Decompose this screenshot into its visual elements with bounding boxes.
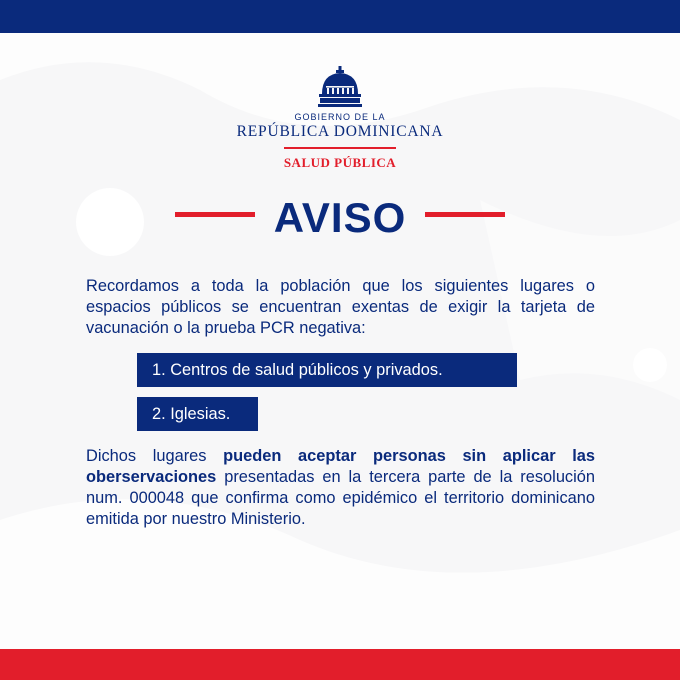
government-line-2: REPÚBLICA DOMINICANA [236, 123, 444, 140]
closing-text-start: Dichos lugares [86, 447, 224, 465]
government-line-1: GOBIERNO DE LA [294, 112, 386, 122]
bottom-banner [0, 649, 680, 680]
exempt-place-item: 1. Centros de salud públicos y privados. [137, 353, 517, 387]
government-logo [0, 66, 680, 171]
closing-text-end: presentadas en la tercera parte de la resolución num. 000048 que confirma como epidémico el territorio dominicano emitida por nuestro Ministerio. [86, 468, 595, 528]
title-rule-right [425, 212, 505, 217]
exempt-place-item: 2. Iglesias. [137, 397, 258, 431]
closing-paragraph [86, 446, 595, 530]
title-rule-left [175, 212, 255, 217]
logo-divider [284, 147, 396, 149]
top-banner [0, 0, 680, 33]
intro-paragraph: Recordamos a toda la población que los siguientes lugares o espacios públicos se encuentran exentas de exigir la tarjeta de vacunación o la prueba PCR negativa: [86, 277, 595, 337]
ministry-name: SALUD PÚBLICA [283, 155, 397, 170]
capitol-dome-icon [317, 66, 363, 108]
notice-title-row [0, 193, 680, 243]
closing-text-bold: pueden aceptar personas sin aplicar las oberservaciones [86, 447, 595, 486]
notice-title: AVISO [273, 194, 407, 241]
